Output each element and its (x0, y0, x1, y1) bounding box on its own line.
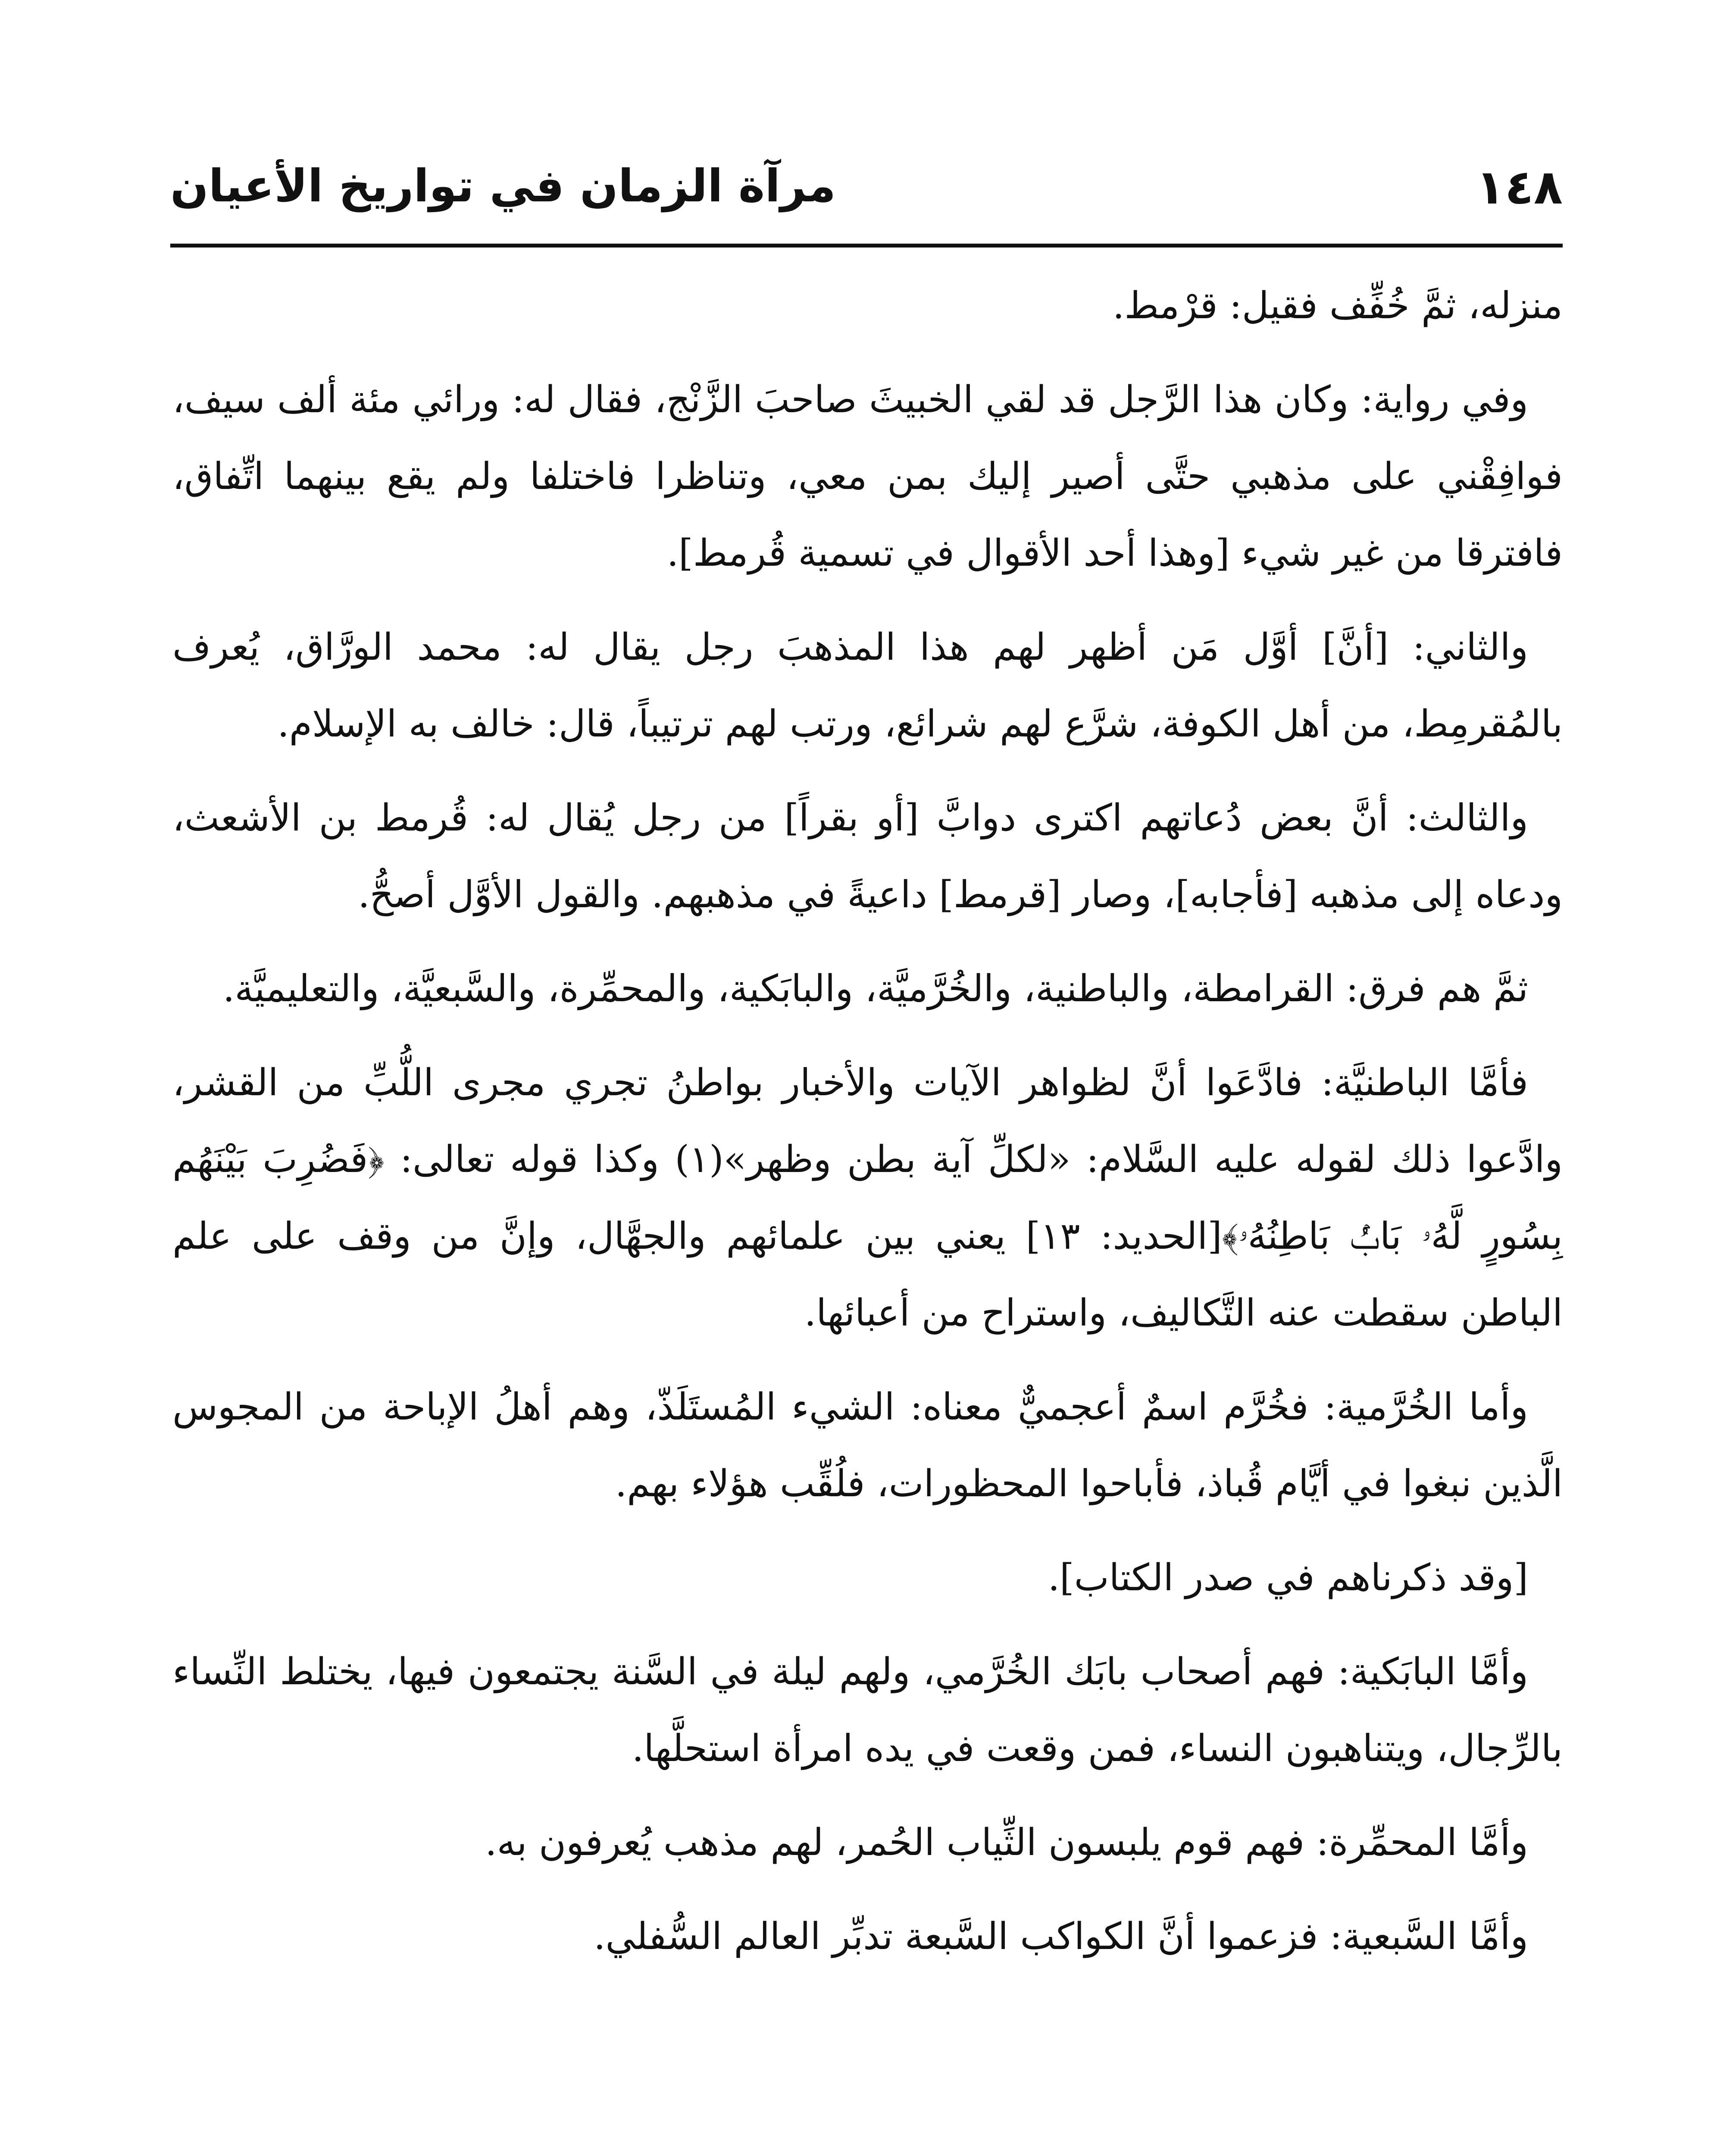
paragraph: وأمَّا السَّبعية: فزعموا أنَّ الكواكب السَّبعة تدبِّر العالم السُّفلي. (594, 1915, 1528, 1958)
header-divider (170, 244, 1563, 248)
paragraph: والثالث: أنَّ بعض دُعاتهم اكترى دوابَّ [أو بقراً] من رجل يُقال له: قُرمط بن الأشعث، ودعاه إلى مذهبه [فأجابه]، وصار [قرمط] داعيةً في مذهبهم. والقول الأوَّل أصحُّ. (172, 796, 1563, 916)
paragraph: والثاني: [أنَّ] أوَّل مَن أظهر لهم هذا المذهبَ رجل يقال له: محمد الورَّاق، يُعرف بالمُقرمِط، من أهل الكوفة، شرَّع لهم شرائع، ورتب لهم ترتيباً، قال: خالف به الإسلام. (172, 626, 1563, 746)
main-text (172, 267, 1563, 1992)
paragraph: فأمَّا الباطنيَّة: فادَّعَوا أنَّ لظواهر الآيات والأخبار بواطنُ تجري مجرى اللُّبِّ من القشر، وادَّعوا ذلك لقوله عليه السَّلام: «لكلِّ آية بطن وظهر»(١) وكذا قوله تعالى: ﴿فَضُرِبَ بَيْنَهُم بِسُورٍ لَّهُۥ بَابُۢ بَاطِنُهُۥ﴾[الحديد: ١٣] يعني بين علمائهم والجهَّال، وإنَّ من وقف على علم الباطن سقطت عنه التَّكاليف، واستراح من أعبائها. (172, 1061, 1563, 1335)
paragraph: ثمَّ هم فرق: القرامطة، والباطنية، والخُرَّميَّة، والبابَكية، والمحمِّرة، والسَّبعيَّة، والتعليميَّة. (222, 967, 1528, 1010)
paragraph: منزله، ثمَّ خُفِّف فقيل: قرْمط. (1112, 284, 1563, 327)
paragraph: وفي رواية: وكان هذا الرَّجل قد لقي الخبيثَ صاحبَ الزَّنْج، فقال له: ورائي مئة ألف سيف، فوافِقْني على مذهبي حتَّى أصير إليك بمن معي، وتناظرا فاختلفا ولم يقع بينهما اتِّفاق، فافترقا من غير شيء [وهذا أحد الأقوال في تسمية قُرمط]. (172, 378, 1563, 575)
page-number: ١٤٨ (1476, 160, 1563, 215)
paragraph: وأمَّا المحمِّرة: فهم قوم يلبسون الثِّياب الحُمر، لهم مذهب يُعرفون به. (485, 1821, 1528, 1864)
paragraph: وأمَّا البابَكية: فهم أصحاب بابَك الخُرَّمي، ولهم ليلة في السَّنة يجتمعون فيها، يختلط النِّساء بالرِّجال، ويتناهبون النساء، فمن وقعت في يده امرأة استحلَّها. (172, 1650, 1563, 1770)
running-title: مرآة الزمان في تواريخ الأعيان (170, 160, 836, 212)
page-header (170, 142, 1563, 246)
paragraph: [وقد ذكرناهم في صدر الكتاب]. (1048, 1556, 1528, 1599)
paragraph: وأما الخُرَّمية: فخُرَّم اسمٌ أعجميٌّ معناه: الشيء المُستَلَذّ، وهم أهلُ الإباحة من المجوس الَّذين نبغوا في أيَّام قُباذ، فأباحوا المحظورات، فلُقِّب هؤلاء بهم. (172, 1385, 1563, 1505)
